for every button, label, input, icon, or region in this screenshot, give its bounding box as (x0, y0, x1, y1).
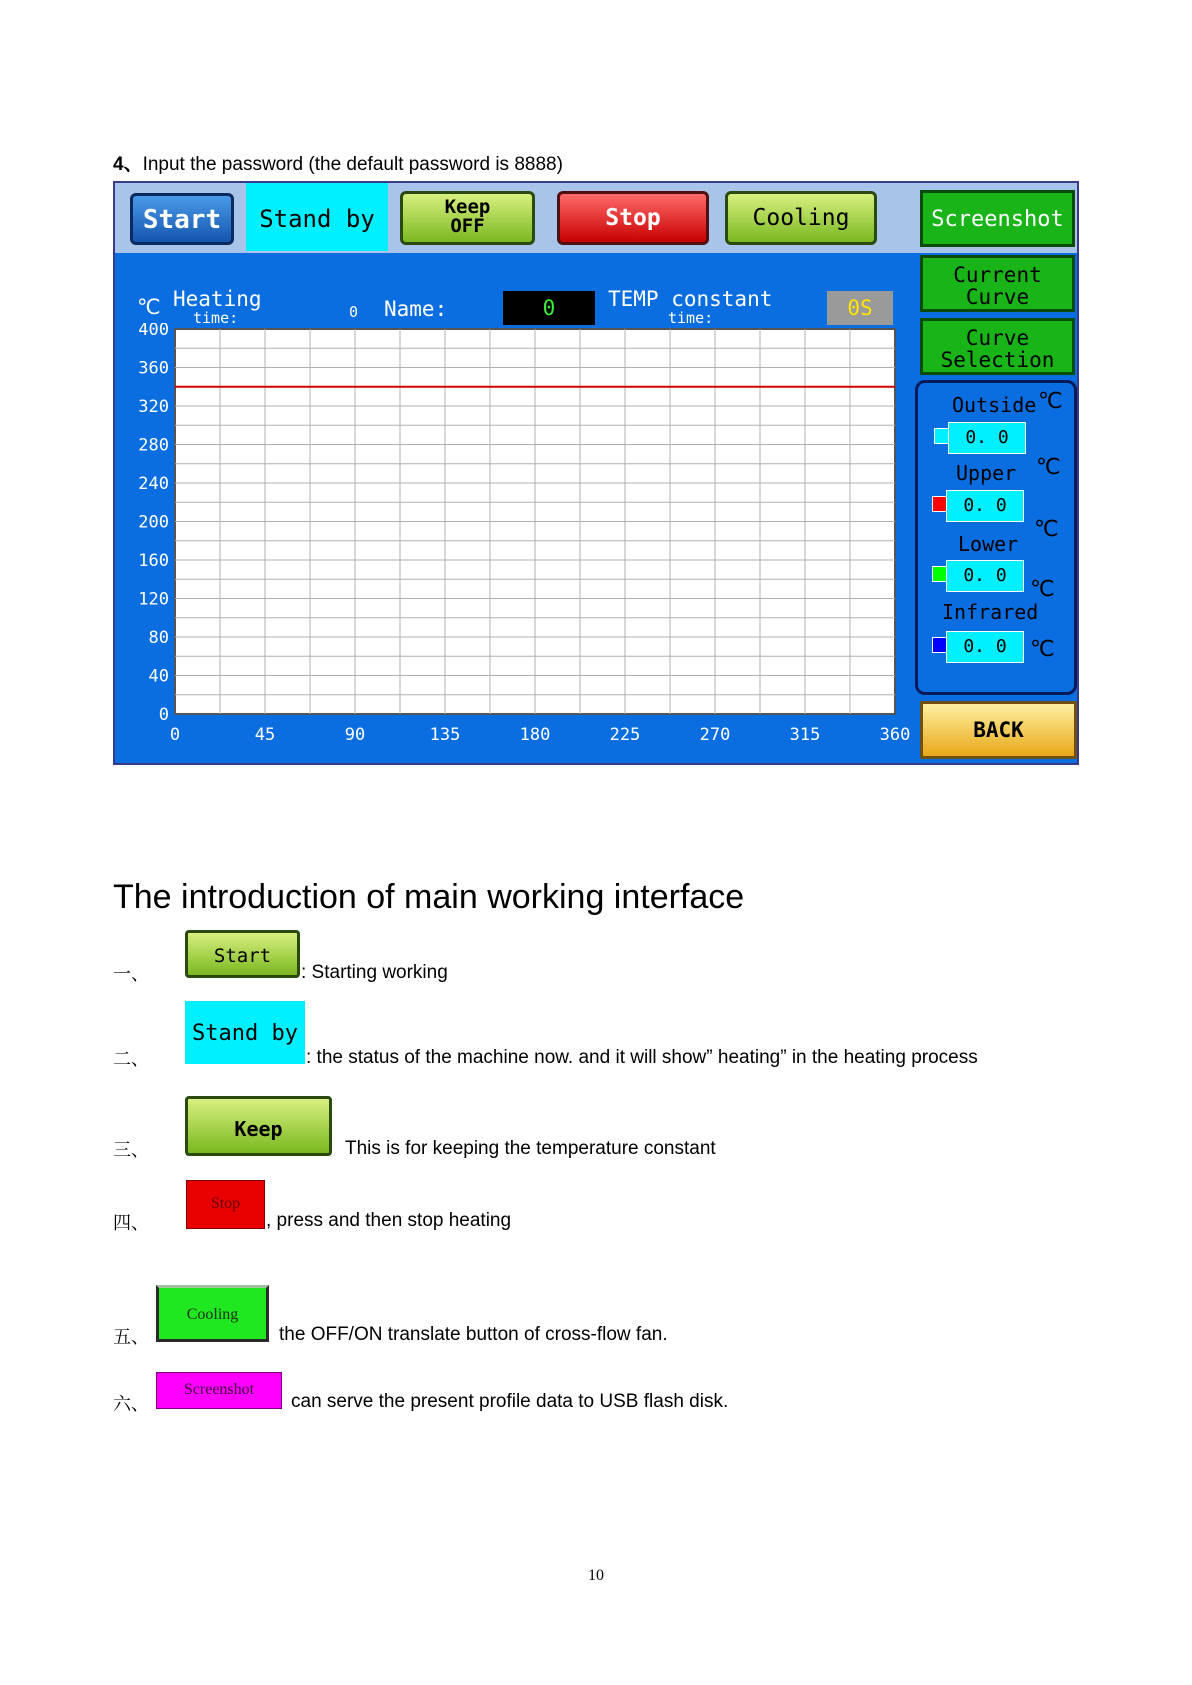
upper-label: Upper (956, 461, 1017, 485)
y-tick-label: 0 (158, 705, 169, 725)
y-tick-label: 200 (138, 512, 169, 533)
name-value: 0 (503, 291, 595, 325)
current-curve-button[interactable]: Current Curve (920, 255, 1075, 312)
keep-button-sample: Keep (185, 1096, 332, 1156)
lower-unit: ℃ (1034, 517, 1059, 542)
start-button-sample: Start (185, 930, 300, 978)
upper-value: 0. 0 (946, 490, 1024, 522)
x-tick-label: 0 (169, 725, 181, 745)
temp-constant-value: 0S (827, 291, 893, 325)
x-tick-label: 360 (879, 725, 911, 745)
item-number-2: 二、 (113, 1049, 149, 1070)
y-tick-label: 240 (138, 474, 169, 494)
item-text-3: This is for keeping the temperature constant (345, 1138, 716, 1159)
upper-unit: ℃ (1036, 455, 1061, 480)
outside-label: Outside (952, 393, 1037, 417)
infrared-unit: ℃ (1030, 637, 1055, 662)
infrared-value: 0. 0 (946, 631, 1024, 663)
item-number-1: 一、 (113, 964, 149, 985)
outside-value: 0. 0 (948, 422, 1026, 454)
cooling-button-sample: Cooling (156, 1285, 269, 1342)
x-tick-label: 315 (789, 725, 821, 745)
item-text-5: the OFF/ON translate button of cross-flow fan. (279, 1324, 668, 1345)
x-tick-label: 180 (519, 725, 551, 745)
item-number-6: 六、 (113, 1394, 149, 1415)
unit-label: ℃ (137, 295, 161, 319)
x-tick-label: 90 (344, 725, 366, 745)
temp-constant-label-2: time: (668, 311, 714, 323)
status-display: Stand by (246, 183, 388, 251)
item-text-6: can serve the present profile data to USB flash disk. (291, 1391, 729, 1412)
curve-selection-button[interactable]: Curve Selection (920, 318, 1075, 375)
keep-off-button[interactable]: Keep OFF (400, 191, 535, 245)
item-text-4: , press and then stop heating (266, 1210, 512, 1231)
x-tick-label: 135 (429, 725, 461, 745)
x-tick-label: 225 (609, 725, 641, 745)
outside-unit: ℃ (1038, 389, 1063, 414)
stop-button-sample: Stop (186, 1180, 265, 1229)
temp-constant-label: TEMP constant (608, 287, 773, 311)
x-tick-label: 45 (254, 725, 276, 745)
screenshot-button-sample: Screenshot (156, 1372, 282, 1409)
y-tick-label: 360 (138, 358, 169, 379)
lower-label: Lower (958, 532, 1019, 556)
start-button[interactable]: Start (130, 193, 234, 245)
y-tick-label: 120 (138, 589, 169, 610)
y-tick-label: 160 (138, 551, 169, 571)
hmi-screen (113, 181, 1079, 765)
infrared-label: Infrared (942, 600, 1039, 624)
page-number: 10 (588, 1567, 604, 1584)
back-button[interactable]: BACK (920, 701, 1077, 759)
heating-time-label-2: time: (193, 311, 239, 323)
stop-button[interactable]: Stop (557, 191, 709, 245)
y-tick-label: 280 (138, 435, 169, 456)
y-tick-label: 400 (138, 323, 169, 340)
item-text-2: : the status of the machine now. and it will show” heating” in the heating process (306, 1047, 978, 1068)
heating-time-value: 0 (349, 303, 359, 321)
cooling-button[interactable]: Cooling (725, 191, 877, 245)
step-instruction: 4、Input the password (the default password is 8888) (113, 154, 563, 175)
item-number-4: 四、 (113, 1213, 149, 1234)
readings-panel (915, 380, 1077, 695)
y-tick-label: 320 (138, 397, 169, 417)
lower-unit-2: ℃ (1030, 577, 1055, 602)
temperature-chart (115, 323, 915, 763)
y-tick-label: 80 (148, 628, 169, 648)
item-text-1: : Starting working (301, 962, 448, 983)
lower-value: 0. 0 (946, 560, 1024, 592)
heating-time-label: Heating (173, 287, 262, 311)
x-tick-label: 270 (699, 725, 731, 745)
name-label: Name: (384, 297, 448, 321)
y-tick-label: 40 (148, 666, 169, 687)
item-number-5: 五、 (113, 1327, 149, 1348)
item-number-3: 三、 (113, 1140, 149, 1161)
section-title: The introduction of main working interface (113, 878, 745, 916)
screenshot-button[interactable]: Screenshot (920, 190, 1075, 247)
standby-sample: Stand by (185, 1001, 305, 1064)
